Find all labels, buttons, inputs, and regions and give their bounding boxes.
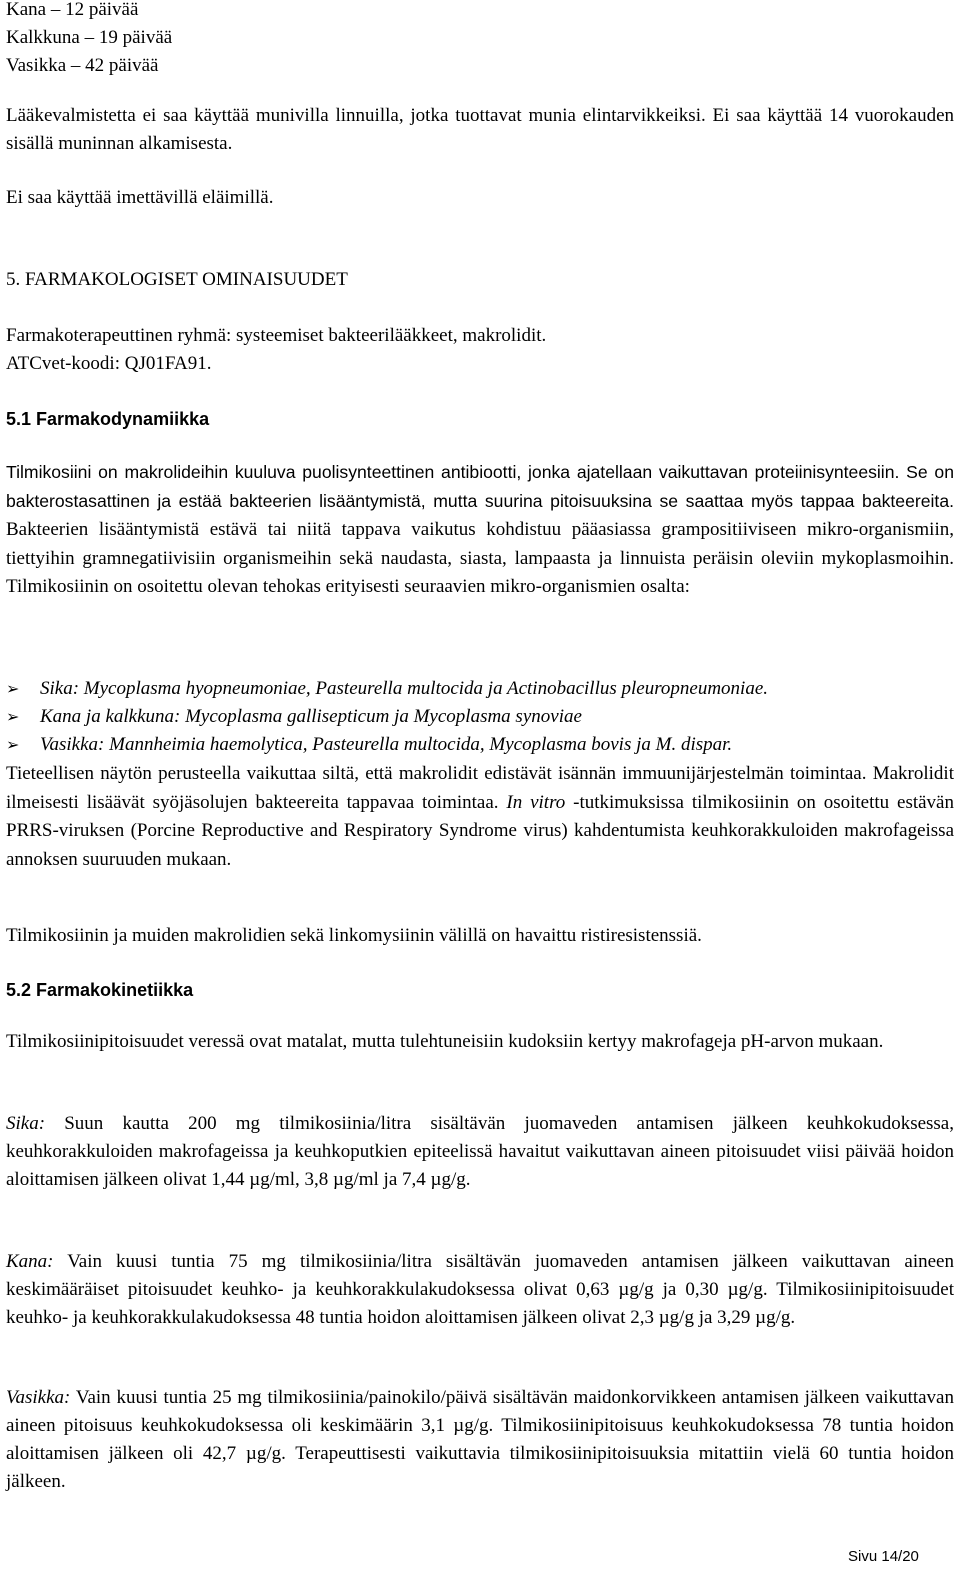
organism-poultry: Kana ja kalkkuna: Mycoplasma gallisepticum ja Mycoplasma synoviae: [40, 706, 582, 727]
withdrawal-calf: Vasikka – 42 päivää: [6, 55, 159, 76]
pharmacodynamics-intro: [6, 458, 954, 601]
chicken-text: Vain kuusi tuntia 75 mg tilmikosiinia/litra sisältävän juomaveden antamisen jälkeen vaikuttavan aineen keskimääräiset pitoisuudet keuhko- ja keuhkorakkulakudoksessa olivat 0,63 µg/g ja 0,30 µg/g. Tilmikosiinipitoisuudet keuhko- ja keuhkorakkulakudoksessa 48 tuntia hoidon aloittamisen jälkeen olivat 2,3 µg/g ja 3,29 µg/g.: [6, 1251, 954, 1328]
organism-calf: Vasikka: Mannheimia haemolytica, Pasteurella multocida, Mycoplasma bovis ja M. dispar.: [40, 734, 733, 755]
arrow-bullet-icon: ➢: [6, 735, 20, 754]
section-5-2-heading: 5.2 Farmakokinetiikka: [6, 980, 194, 1000]
pharmacotherapeutic-group: [6, 322, 546, 378]
arrow-bullet-icon: ➢: [6, 707, 20, 726]
immune-paragraph: [6, 760, 954, 874]
withdrawal-chicken: Kana – 12 päivää: [6, 0, 139, 20]
list-item: [6, 703, 954, 731]
intro-serif-text: Bakteerien lisääntymistä estävä tai niitä tappava vaikutus kohdistuu pääasiassa grampositiiviseen mikro-organismiin, tiettyihin gramnegatiivisiin organismeihin sekä naudasta, siasta, lampaasta ja linnuista peräisin oleviin mykoplasmoihin. Tilmikosiinin on osoitettu olevan tehokas erityisesti seuraavien mikro-organismien osalta:: [6, 519, 954, 597]
arrow-bullet-icon: ➢: [6, 679, 20, 698]
page-number: Sivu 14/20: [848, 1548, 919, 1565]
section-5-heading: 5. FARMAKOLOGISET OMINAISUUDET: [6, 269, 348, 290]
organism-list: [6, 675, 954, 759]
eggs-warning: Lääkevalmistetta ei saa käyttää munivilla linnuilla, jotka tuottavat munia elintarvikkeiksi. Ei saa käyttää 14 vuorokauden sisällä muninnan alkamisesta.: [6, 105, 954, 154]
immune-text-a: Tieteellisen näytön perusteella vaikuttaa siltä, että makrolidit edistävät isännän immuunijärjestelmän toimintaa. Makrolidit ilmeisesti lisäävät syöjäsolujen bakteereita tappavaa toimintaa.: [6, 763, 954, 813]
resistance-paragraph: Tilmikosiinin ja muiden makrolidien sekä linkomysiinin välillä on havaittu ristiresistenssiä.: [6, 925, 702, 946]
immune-text-b: -tutkimuksissa tilmikosiinin on osoitettu estävän PRRS-viruksen (Porcine Reproductive and Respiratory Syndrome virus) kahdentumista keuhkorakkuloiden makrofageissa annoksen suuruuden mukaan.: [6, 791, 954, 870]
organism-pig: Sika: Mycoplasma hyopneumoniae, Pasteurella multocida ja Actinobacillus pleuropneumoniae.: [40, 678, 769, 699]
pig-text: Suun kautta 200 mg tilmikosiinia/litra sisältävän juomaveden antamisen jälkeen keuhkokudoksessa, keuhkorakkuloiden makrofageissa ja keuhkoputkien epiteelissä havaitut vaikuttavan aineen pitoisuudet viisi päivää hoidon aloittamisen jälkeen olivat 1,44 µg/ml, 3,8 µg/ml ja 7,4 µg/g.: [6, 1113, 954, 1190]
withdrawal-periods: [6, 0, 172, 80]
chicken-kinetics: [6, 1248, 954, 1332]
atc-code: ATCvet-koodi: QJ01FA91.: [6, 353, 212, 374]
list-item: [6, 731, 954, 759]
withdrawal-turkey: Kalkkuna – 19 päivää: [6, 27, 173, 48]
pig-kinetics: [6, 1110, 954, 1194]
intro-sans-text: Tilmikosiini on makrolideihin kuuluva puolisynteettinen antibiootti, jonka ajatellaan vaikuttavan proteiinisynteesiin. Se on bakterostasattinen ja estää bakteerien lisääntymistä, mutta suurina pitoisuuksina se saattaa myös tappaa bakteereita.: [6, 462, 954, 512]
section-5-1-heading: 5.1 Farmakodynamiikka: [6, 409, 210, 429]
lactating-warning: Ei saa käyttää imettävillä eläimillä.: [6, 187, 274, 208]
pharmacokinetics-intro: Tilmikosiinipitoisuudet veressä ovat matalat, mutta tulehtuneisiin kudoksiin kertyy makrofageja pH-arvon mukaan.: [6, 1031, 884, 1052]
calf-text: Vain kuusi tuntia 25 mg tilmikosiinia/painokilo/päivä sisältävän maidonkorvikkeen antamisen jälkeen vaikuttavan aineen pitoisuus keuhkokudoksessa oli keskimäärin 3,1 µg/g. Tilmikosiinipitoisuus keuhkokudoksessa 78 tuntia hoidon aloittamisen jälkeen oli 42,7 µg/g. Terapeuttisesti vaikuttavia tilmikosiinipitoisuuksia mitattiin vielä 60 tuntia hoidon jälkeen.: [6, 1387, 954, 1492]
calf-kinetics: [6, 1384, 954, 1496]
in-vitro-text: In vitro: [506, 791, 566, 813]
list-item: [6, 675, 954, 703]
pig-label: Sika:: [6, 1113, 46, 1134]
calf-label: Vasikka:: [6, 1387, 71, 1408]
group-text: Farmakoterapeuttinen ryhmä: systeemiset bakteerilääkkeet, makrolidit.: [6, 325, 547, 346]
chicken-label: Kana:: [6, 1251, 54, 1272]
